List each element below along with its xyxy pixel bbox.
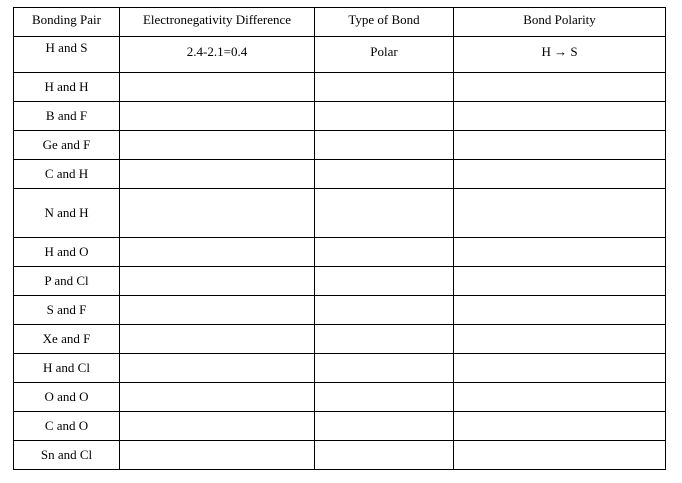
table-row	[14, 102, 666, 131]
bonding-pair-cell	[14, 73, 120, 102]
type-of-bond-cell[interactable]	[315, 160, 454, 189]
bonding-pair-cell	[14, 238, 120, 267]
bonding-worksheet-table	[13, 7, 666, 470]
type-of-bond-cell[interactable]	[315, 131, 454, 160]
electronegativity-difference-cell[interactable]	[120, 37, 315, 73]
bond-polarity-cell[interactable]	[454, 296, 666, 325]
header-type-of-bond: Type of Bond	[315, 8, 454, 37]
bonding-pair-cell-text: Sn and Cl	[40, 447, 93, 462]
bond-polarity-cell[interactable]	[454, 73, 666, 102]
electronegativity-difference-cell[interactable]	[120, 296, 315, 325]
electronegativity-difference-cell[interactable]	[120, 325, 315, 354]
bonding-pair-cell	[14, 325, 120, 354]
table-row	[14, 131, 666, 160]
type-of-bond-cell[interactable]	[315, 267, 454, 296]
bonding-pair-cell-text: Ge and F	[42, 137, 91, 152]
type-of-bond-cell[interactable]	[315, 325, 454, 354]
bonding-pair-cell	[14, 189, 120, 238]
header-row	[14, 8, 666, 37]
electronegativity-difference-cell-text: 2.4-2.1=0.4	[186, 44, 248, 59]
bonding-pair-cell	[14, 296, 120, 325]
electronegativity-difference-cell[interactable]	[120, 267, 315, 296]
bonding-pair-cell	[14, 354, 120, 383]
type-of-bond-cell[interactable]	[315, 383, 454, 412]
bonding-pair-cell-text: C and H	[44, 166, 89, 181]
bond-polarity-cell[interactable]	[454, 37, 666, 73]
type-of-bond-cell[interactable]	[315, 73, 454, 102]
bonding-pair-cell	[14, 412, 120, 441]
bonding-pair-cell	[14, 441, 120, 470]
bond-polarity-cell-text: H → S	[541, 44, 578, 59]
bonding-pair-cell-text: H and S	[45, 40, 88, 55]
bonding-pair-cell-text: P and Cl	[44, 273, 89, 288]
type-of-bond-cell-text: Polar	[370, 44, 398, 59]
header-bond-polarity: Bond Polarity	[454, 8, 666, 37]
table-body	[14, 37, 666, 470]
bonding-pair-cell-text: N and H	[44, 205, 89, 220]
bonding-pair-cell	[14, 160, 120, 189]
type-of-bond-cell[interactable]	[315, 441, 454, 470]
bond-polarity-cell[interactable]	[454, 354, 666, 383]
table-row	[14, 73, 666, 102]
table-row	[14, 441, 666, 470]
type-of-bond-cell[interactable]	[315, 238, 454, 267]
bond-polarity-cell[interactable]	[454, 267, 666, 296]
table-row	[14, 189, 666, 238]
bonding-pair-cell-text: O and O	[44, 389, 89, 404]
table-row	[14, 383, 666, 412]
bonding-pair-cell-text: H and O	[44, 244, 89, 259]
electronegativity-difference-cell[interactable]	[120, 412, 315, 441]
bonding-pair-cell	[14, 37, 120, 73]
electronegativity-difference-cell[interactable]	[120, 189, 315, 238]
electronegativity-difference-cell[interactable]	[120, 73, 315, 102]
bonding-pair-cell-text: B and F	[45, 108, 88, 123]
table-row	[14, 296, 666, 325]
type-of-bond-cell[interactable]	[315, 354, 454, 383]
bond-polarity-cell[interactable]	[454, 102, 666, 131]
electronegativity-difference-cell[interactable]	[120, 354, 315, 383]
table-row	[14, 325, 666, 354]
bonding-pair-cell	[14, 267, 120, 296]
bond-polarity-cell[interactable]	[454, 412, 666, 441]
table-row	[14, 412, 666, 441]
bonding-pair-cell	[14, 102, 120, 131]
type-of-bond-cell[interactable]	[315, 102, 454, 131]
bond-polarity-cell[interactable]	[454, 441, 666, 470]
header-bonding-pair: Bonding Pair	[14, 8, 120, 37]
type-of-bond-cell[interactable]	[315, 37, 454, 73]
bonding-pair-cell-text: H and Cl	[43, 360, 90, 375]
bonding-pair-cell-text: S and F	[46, 302, 87, 317]
bond-polarity-cell[interactable]	[454, 189, 666, 238]
electronegativity-difference-cell[interactable]	[120, 441, 315, 470]
electronegativity-difference-cell[interactable]	[120, 102, 315, 131]
bond-polarity-cell[interactable]	[454, 325, 666, 354]
type-of-bond-cell[interactable]	[315, 189, 454, 238]
electronegativity-difference-cell[interactable]	[120, 383, 315, 412]
table-row	[14, 354, 666, 383]
table-row	[14, 267, 666, 296]
bonding-pair-cell-text: C and O	[44, 418, 89, 433]
electronegativity-difference-cell[interactable]	[120, 238, 315, 267]
bonding-pair-cell-text: Xe and F	[42, 331, 91, 346]
table-row	[14, 160, 666, 189]
table-row	[14, 37, 666, 73]
bonding-pair-cell	[14, 131, 120, 160]
electronegativity-difference-cell[interactable]	[120, 160, 315, 189]
bonding-pair-cell	[14, 383, 120, 412]
type-of-bond-cell[interactable]	[315, 412, 454, 441]
bond-polarity-cell[interactable]	[454, 238, 666, 267]
bond-polarity-cell[interactable]	[454, 160, 666, 189]
bond-polarity-cell[interactable]	[454, 131, 666, 160]
table-row	[14, 238, 666, 267]
type-of-bond-cell[interactable]	[315, 296, 454, 325]
bonding-pair-cell-text: H and H	[44, 79, 89, 94]
electronegativity-difference-cell[interactable]	[120, 131, 315, 160]
bond-polarity-cell[interactable]	[454, 383, 666, 412]
header-electronegativity-difference: Electronegativity Difference	[120, 8, 315, 37]
